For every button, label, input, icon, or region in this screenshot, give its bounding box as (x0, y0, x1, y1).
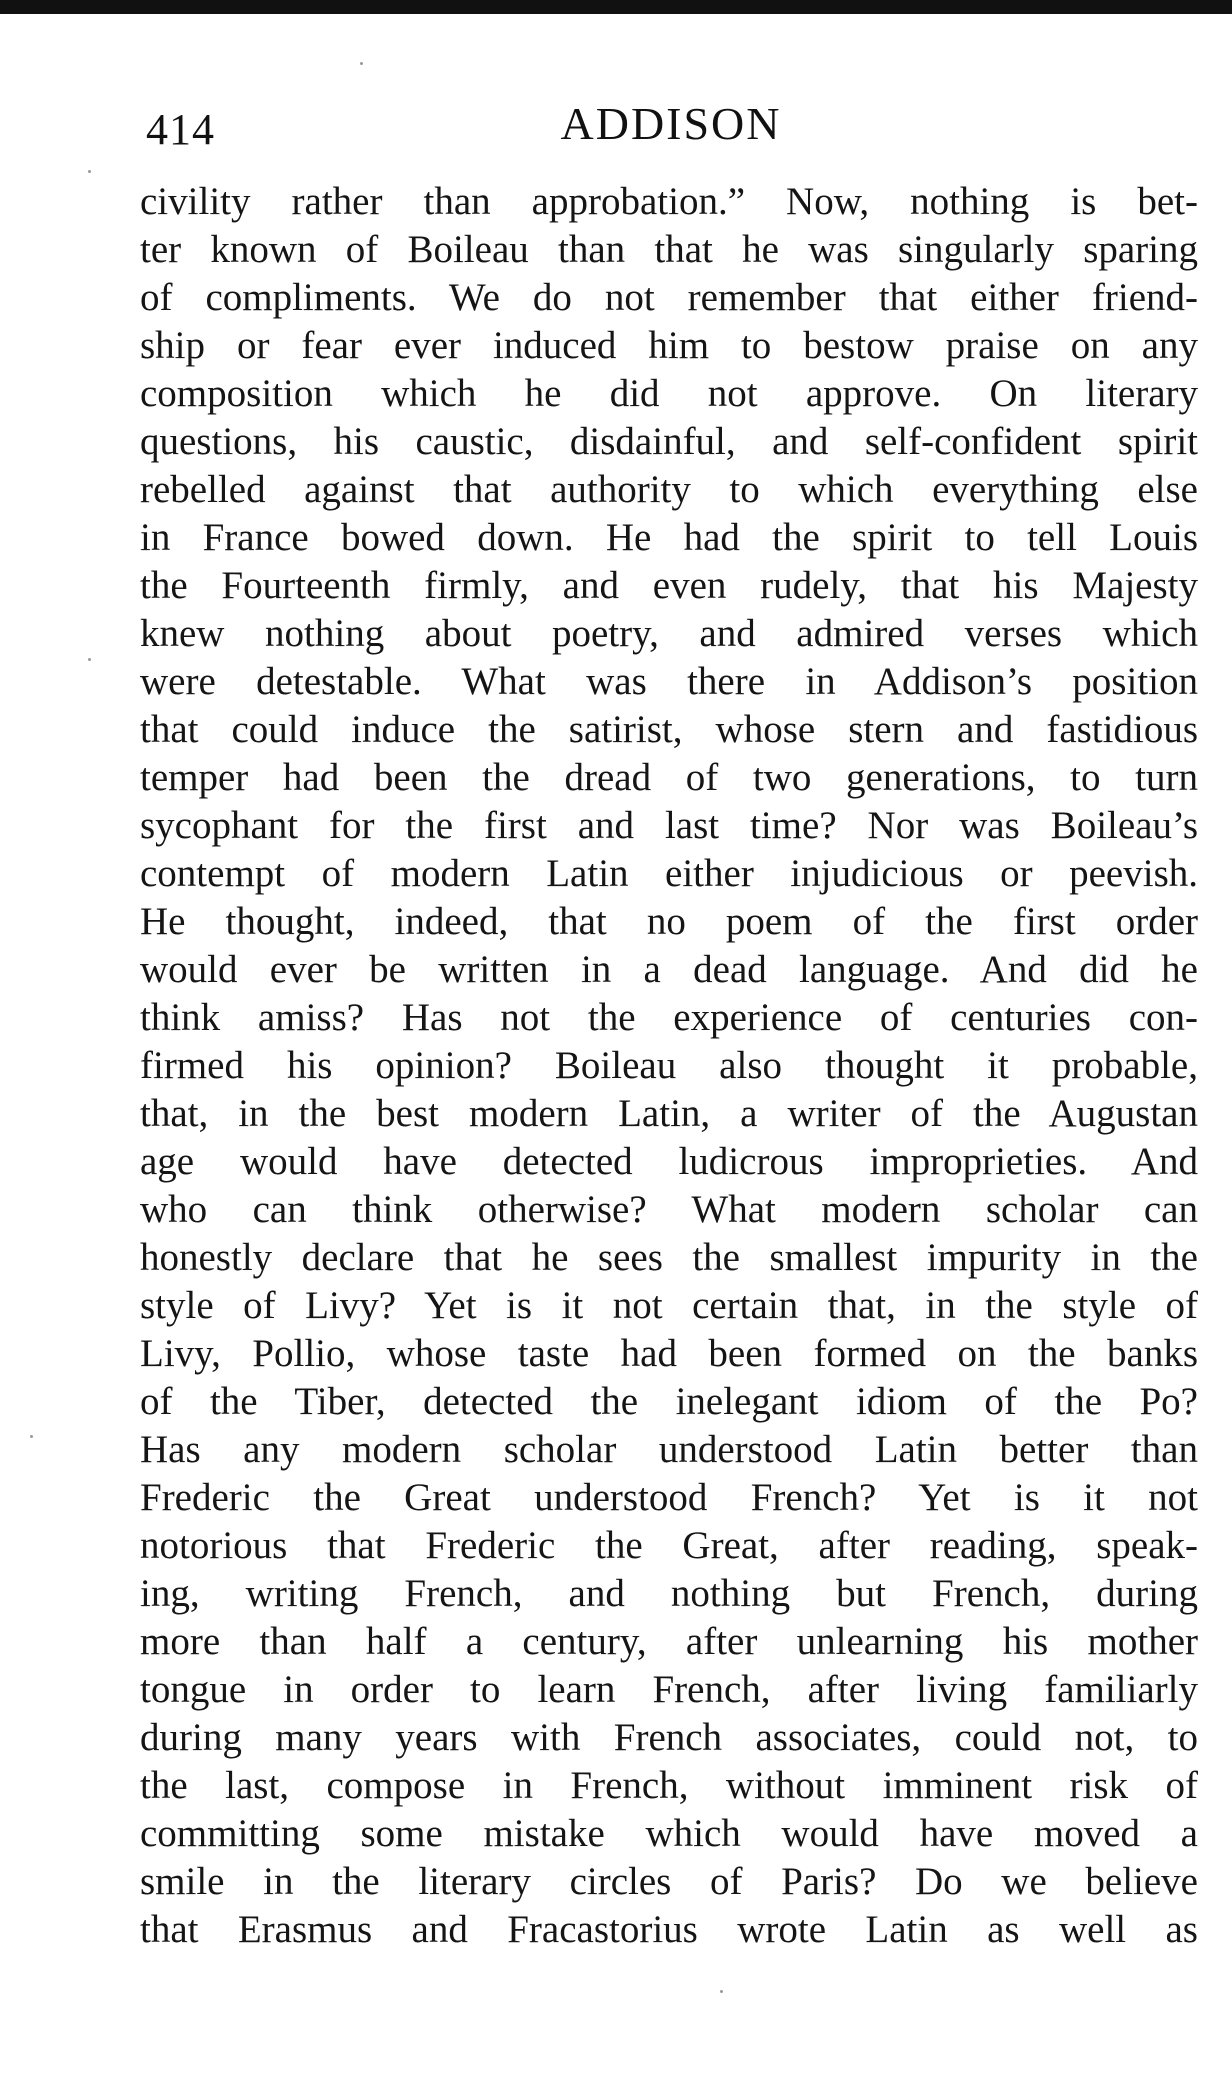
text-line: that could induce the satirist, whose stern and fastidious (140, 708, 1198, 751)
page-header (140, 96, 1202, 152)
text-line: that, in the best modern Latin, a writer of the Augustan (140, 1092, 1198, 1135)
text-line: He thought, indeed, that no poem of the first order (140, 900, 1198, 943)
text-line: who can think otherwise? What modern scholar can (140, 1188, 1198, 1231)
text-line: more than half a century, after unlearning his mother (140, 1620, 1198, 1663)
scan-speck (88, 170, 91, 173)
text-line: ter known of Boileau than that he was singularly sparing (140, 228, 1198, 271)
text-line: honestly declare that he sees the smallest impurity in the (140, 1236, 1198, 1279)
text-line: that Erasmus and Fracastorius wrote Latin as well as (140, 1908, 1198, 1951)
text-line: think amiss? Has not the experience of centuries con- (140, 996, 1198, 1039)
scan-speck (720, 1990, 723, 1993)
text-line: in France bowed down. He had the spirit to tell Louis (140, 516, 1198, 559)
text-line: contempt of modern Latin either injudicious or peevish. (140, 852, 1198, 895)
text-line: age would have detected ludicrous improprieties. And (140, 1140, 1198, 1183)
text-line: style of Livy? Yet is it not certain that, in the style of (140, 1284, 1198, 1327)
scan-speck (30, 1435, 33, 1438)
text-line: Has any modern scholar understood Latin better than (140, 1428, 1198, 1471)
text-line: the last, compose in French, without imminent risk of (140, 1764, 1198, 1807)
text-line: of compliments. We do not remember that either friend- (140, 276, 1198, 319)
text-line: sycophant for the first and last time? Nor was Boileau’s (140, 804, 1198, 847)
text-line: smile in the literary circles of Paris? Do we believe (140, 1860, 1198, 1903)
text-line: Frederic the Great understood French? Yet is it not (140, 1476, 1198, 1519)
text-line: ship or fear ever induced him to bestow praise on any (140, 324, 1198, 367)
text-line: committing some mistake which would have moved a (140, 1812, 1198, 1855)
running-head: ADDISON (560, 98, 782, 149)
page-number: 414 (146, 105, 215, 154)
text-line: would ever be written in a dead language. And did he (140, 948, 1198, 991)
text-line: Livy, Pollio, whose taste had been formed on the banks (140, 1332, 1198, 1375)
body-text (140, 178, 1198, 1954)
text-line: during many years with French associates, could not, to (140, 1716, 1198, 1759)
text-line: civility rather than approbation.” Now, nothing is bet- (140, 180, 1198, 223)
text-line: firmed his opinion? Boileau also thought it probable, (140, 1044, 1198, 1087)
text-line: temper had been the dread of two generations, to turn (140, 756, 1198, 799)
text-line: questions, his caustic, disdainful, and self-confident spirit (140, 420, 1198, 463)
scan-speck (88, 658, 91, 661)
text-line: knew nothing about poetry, and admired verses which (140, 612, 1198, 655)
text-line: composition which he did not approve. On literary (140, 372, 1198, 415)
text-line: tongue in order to learn French, after living familiarly (140, 1668, 1198, 1711)
text-line: were detestable. What was there in Addison’s position (140, 660, 1198, 703)
text-line: the Fourteenth firmly, and even rudely, that his Majesty (140, 564, 1198, 607)
text-line: rebelled against that authority to which everything else (140, 468, 1198, 511)
text-line: ing, writing French, and nothing but French, during (140, 1572, 1198, 1615)
top-edge-rule (0, 0, 1232, 14)
text-line: of the Tiber, detected the inelegant idiom of the Po? (140, 1380, 1198, 1423)
scan-speck (360, 62, 363, 65)
text-line: notorious that Frederic the Great, after reading, speak- (140, 1524, 1198, 1567)
